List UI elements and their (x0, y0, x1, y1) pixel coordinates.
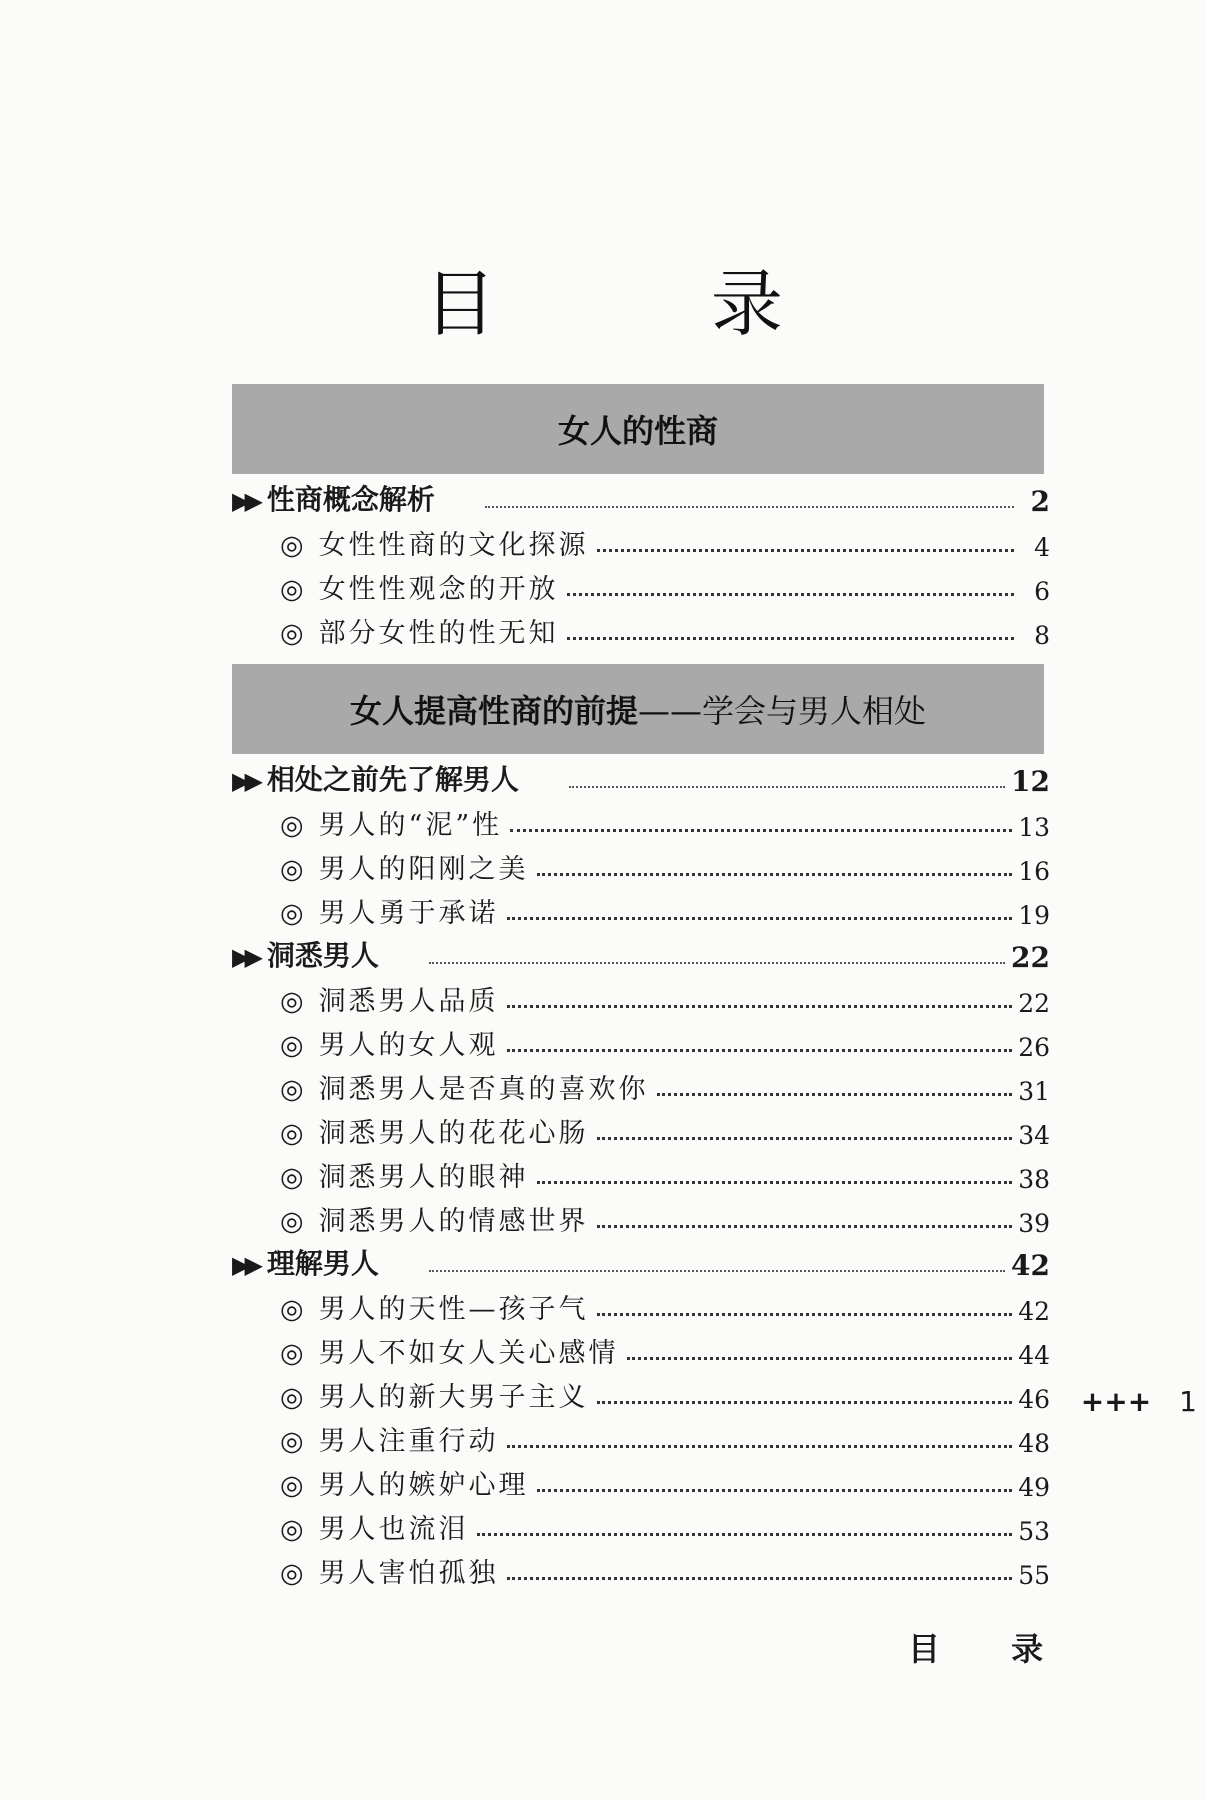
part-title: 女人提高性商的前提 (349, 692, 638, 730)
section-label-group (232, 934, 379, 974)
item-page-number: 53 (1018, 1517, 1050, 1546)
bullseye-icon: ◎ (280, 1558, 307, 1589)
item-page-number: 42 (1018, 1297, 1050, 1326)
item-label-group (280, 891, 499, 930)
dot-leader (537, 1489, 1013, 1492)
item-label-group (280, 847, 529, 886)
page-number: 1 (1179, 1385, 1197, 1418)
part-banner (232, 384, 1044, 474)
dot-leader (597, 1225, 1013, 1228)
bullseye-icon: ◎ (280, 810, 307, 841)
part-subtitle: ——学会与男人相处 (638, 692, 927, 730)
item-label-group (280, 1111, 589, 1150)
item-label-group (280, 1331, 619, 1370)
bullseye-icon: ◎ (280, 530, 307, 561)
toc-section-entry[interactable] (232, 754, 1050, 798)
dot-leader (567, 593, 1014, 596)
toc-item-entry[interactable] (232, 1062, 1050, 1106)
dot-leader (477, 1533, 1013, 1536)
item-label-group (280, 1507, 469, 1546)
dot-leader (597, 1137, 1013, 1140)
toc-item-entry[interactable] (232, 1458, 1050, 1502)
dot-leader (597, 549, 1014, 552)
item-page-number: 44 (1018, 1341, 1050, 1370)
item-label-group (280, 1463, 529, 1502)
item-label-group (280, 979, 499, 1018)
dot-leader (507, 917, 1013, 920)
dot-leader (507, 1049, 1013, 1052)
toc-section-entry[interactable] (232, 1238, 1050, 1282)
item-label-group (280, 523, 589, 562)
item-page-number: 46 (1018, 1385, 1050, 1414)
item-page-number: 22 (1018, 989, 1050, 1018)
dot-leader (429, 962, 1005, 964)
item-page-number: 6 (1034, 577, 1050, 606)
toc-item-entry[interactable] (232, 1194, 1050, 1238)
toc-item-entry[interactable] (232, 1150, 1050, 1194)
item-label-group (280, 1199, 589, 1238)
item-page-number: 16 (1018, 857, 1050, 886)
toc-item-entry[interactable] (232, 886, 1050, 930)
item-title: 洞悉男人是否真的喜欢你 (318, 1074, 649, 1105)
item-page-number: 26 (1018, 1033, 1050, 1062)
bullseye-icon: ◎ (280, 1030, 307, 1061)
dot-leader (537, 1181, 1013, 1184)
page-title: 目 录 (424, 262, 879, 346)
toc-item-entry[interactable] (232, 1546, 1050, 1590)
toc-item-entry[interactable] (232, 1018, 1050, 1062)
item-page-number: 55 (1018, 1561, 1050, 1590)
folio-mark: +++ (1080, 1385, 1152, 1418)
toc-item-entry[interactable] (232, 1370, 1050, 1414)
toc-item-entry[interactable] (232, 974, 1050, 1018)
toc-item-entry[interactable] (232, 1326, 1050, 1370)
dot-leader (597, 1313, 1013, 1316)
dot-leader (569, 786, 1005, 788)
page-folio (1081, 1385, 1197, 1418)
item-title: 男人注重行动 (318, 1426, 499, 1457)
item-page-number: 19 (1018, 901, 1050, 930)
item-label-group (280, 611, 559, 650)
section-title: 理解男人 (266, 1247, 379, 1280)
toc-item-entry[interactable] (232, 606, 1050, 650)
item-page-number: 8 (1034, 621, 1050, 650)
bullseye-icon: ◎ (280, 1118, 307, 1149)
bullseye-icon: ◎ (280, 1074, 307, 1105)
bullseye-icon: ◎ (280, 1426, 307, 1457)
dot-leader (507, 1445, 1013, 1448)
item-page-number: 13 (1018, 813, 1050, 842)
item-title: 男人也流泪 (318, 1514, 469, 1545)
dot-leader (537, 873, 1013, 876)
dot-leader (510, 829, 1012, 832)
bullseye-icon: ◎ (280, 1382, 307, 1413)
item-title: 男人不如女人关心感情 (318, 1338, 619, 1369)
bullseye-icon: ◎ (280, 1162, 307, 1193)
part-banner (232, 664, 1044, 754)
item-label-group (280, 803, 502, 842)
section-label-group (232, 1242, 379, 1282)
item-title: 男人的阳刚之美 (318, 854, 529, 885)
section-label-group (232, 478, 435, 518)
toc-item-entry[interactable] (232, 1502, 1050, 1546)
dot-leader (657, 1093, 1013, 1096)
item-title: 男人勇于承诺 (318, 898, 499, 929)
bullseye-icon: ◎ (280, 574, 307, 605)
bullseye-icon: ◎ (280, 854, 307, 885)
item-title: 部分女性的性无知 (318, 618, 559, 649)
toc-section-entry[interactable] (232, 474, 1050, 518)
bullseye-icon: ◎ (280, 986, 307, 1017)
section-page-number: 42 (1011, 1249, 1050, 1282)
bullseye-icon: ◎ (280, 1514, 307, 1545)
dot-leader (627, 1357, 1013, 1360)
bullseye-icon: ◎ (280, 618, 307, 649)
item-label-group (280, 1551, 499, 1590)
item-page-number: 31 (1018, 1077, 1050, 1106)
item-title: 男人的嫉妒心理 (318, 1470, 529, 1501)
item-title: 男人的“泥”性 (318, 810, 503, 841)
toc-item-entry[interactable] (232, 562, 1050, 606)
double-arrow-icon: ▶▶ (232, 943, 257, 971)
toc-item-entry[interactable] (232, 1414, 1050, 1458)
part-gap (232, 650, 1050, 664)
item-title: 男人的天性—孩子气 (318, 1294, 589, 1325)
running-footer: 目 录 (908, 1630, 1074, 1668)
dot-leader (485, 506, 1014, 508)
item-page-number: 39 (1018, 1209, 1050, 1238)
toc-item-entry[interactable] (232, 798, 1050, 842)
section-page-number: 2 (1030, 485, 1050, 518)
dot-leader (507, 1005, 1013, 1008)
section-title: 洞悉男人 (266, 939, 379, 972)
item-title: 洞悉男人的情感世界 (318, 1206, 589, 1237)
item-title: 洞悉男人的眼神 (318, 1162, 529, 1193)
bullseye-icon: ◎ (280, 1470, 307, 1501)
item-page-number: 38 (1018, 1165, 1050, 1194)
toc-item-entry[interactable] (232, 1106, 1050, 1150)
bullseye-icon: ◎ (280, 1206, 307, 1237)
item-title: 女性性商的文化探源 (318, 530, 589, 561)
item-page-number: 48 (1018, 1429, 1050, 1458)
dot-leader (507, 1577, 1013, 1580)
dot-leader (597, 1401, 1013, 1404)
toc-item-entry[interactable] (232, 518, 1050, 562)
double-arrow-icon: ▶▶ (232, 487, 257, 515)
dot-leader (429, 1270, 1005, 1272)
item-label-group (280, 1419, 499, 1458)
item-label-group (280, 567, 559, 606)
bullseye-icon: ◎ (280, 898, 307, 929)
section-title: 相处之前先了解男人 (266, 763, 519, 796)
item-page-number: 34 (1018, 1121, 1050, 1150)
section-page-number: 22 (1011, 941, 1050, 974)
toc-section-entry[interactable] (232, 930, 1050, 974)
item-page-number: 49 (1018, 1473, 1050, 1502)
table-of-contents (232, 384, 1050, 1590)
item-title: 洞悉男人的花花心肠 (318, 1118, 589, 1149)
double-arrow-icon: ▶▶ (232, 767, 257, 795)
item-label-group (280, 1155, 529, 1194)
item-label-group (280, 1067, 649, 1106)
item-title: 女性性观念的开放 (318, 574, 559, 605)
item-title: 男人的新大男子主义 (318, 1382, 589, 1413)
item-title: 洞悉男人品质 (318, 986, 499, 1017)
double-arrow-icon: ▶▶ (232, 1251, 257, 1279)
item-title: 男人的女人观 (318, 1030, 499, 1061)
item-label-group (280, 1023, 499, 1062)
section-title: 性商概念解析 (266, 483, 435, 516)
bullseye-icon: ◎ (280, 1338, 307, 1369)
toc-item-entry[interactable] (232, 842, 1050, 886)
section-page-number: 12 (1011, 765, 1050, 798)
item-title: 男人害怕孤独 (318, 1558, 499, 1589)
toc-item-entry[interactable] (232, 1282, 1050, 1326)
item-label-group (280, 1375, 589, 1414)
part-title: 女人的性商 (557, 412, 718, 450)
section-label-group (232, 758, 519, 798)
item-label-group (280, 1287, 589, 1326)
dot-leader (567, 637, 1014, 640)
item-page-number: 4 (1034, 533, 1050, 562)
bullseye-icon: ◎ (280, 1294, 307, 1325)
